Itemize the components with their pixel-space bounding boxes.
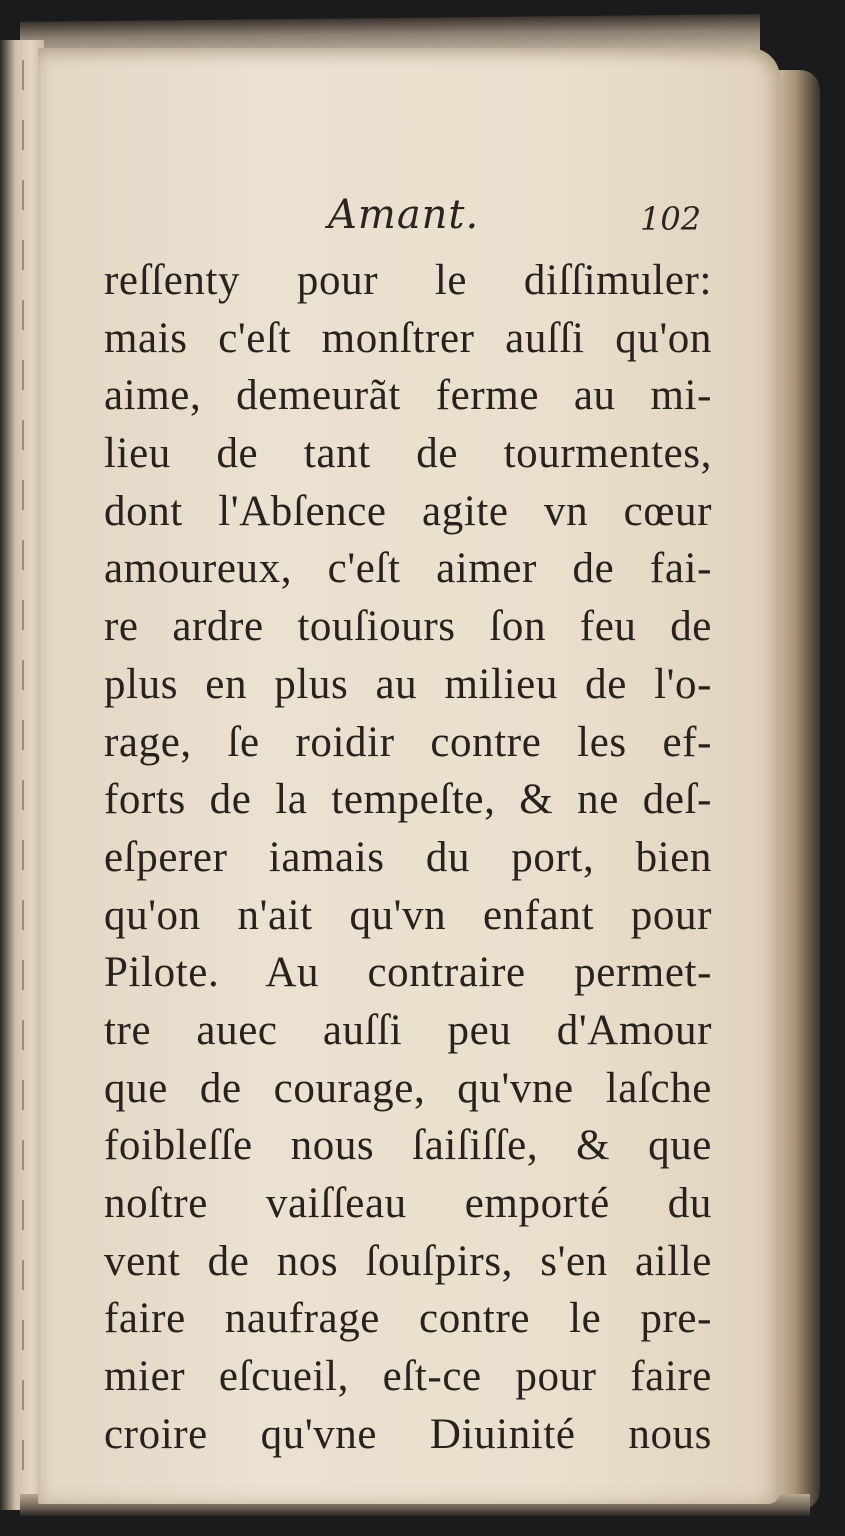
running-title: Amant. — [328, 192, 480, 238]
text-line: rage, ſe roidir contre les ef- — [104, 718, 712, 766]
text-line: eſperer iamais du port, bien — [104, 833, 712, 881]
text-line: qu'on n'ait qu'vn enfant pour — [104, 891, 712, 939]
text-line: plus en plus au milieu de l'o- — [104, 660, 712, 708]
text-line: re ardre touſiours ſon feu de — [104, 603, 712, 651]
text-line: tre auec auſſi peu d'Amour — [104, 1006, 712, 1054]
text-line: que de courage, qu'vne laſche — [104, 1064, 712, 1112]
book-page — [38, 48, 780, 1504]
text-line: mais c'eſt monſtrer auſſi qu'on — [104, 314, 712, 362]
text-line: noſtre vaiſſeau emporté du — [104, 1180, 712, 1227]
text-line: vent de nos ſouſpirs, s'en aille — [104, 1237, 712, 1285]
text-line: faire naufrage contre le pre- — [104, 1295, 712, 1343]
page-header — [38, 192, 780, 242]
text-line: reſſenty pour le diſſimuler: — [104, 257, 712, 304]
text-line: foibleſſe nous ſaiſiſſe, & que — [104, 1122, 712, 1170]
text-line: Pilote. Au contraire permet- — [104, 949, 712, 997]
body-text — [104, 252, 712, 1463]
text-line: dont l'Abſence agite vn cœur — [104, 487, 712, 535]
page-right-edge — [778, 70, 820, 1510]
text-line: mier eſcueil, eſt-ce pour faire — [104, 1353, 712, 1401]
text-line: aime, demeurãt ferme au mi- — [104, 372, 712, 420]
text-line: forts de la tempeſte, & ne deſ- — [104, 776, 712, 824]
page-number: 102 — [640, 200, 702, 238]
text-line: lieu de tant de tourmentes, — [104, 430, 712, 478]
text-line: croire qu'vne Diuinité nous — [104, 1410, 712, 1458]
text-line: amoureux, c'eſt aimer de fai- — [104, 545, 712, 593]
